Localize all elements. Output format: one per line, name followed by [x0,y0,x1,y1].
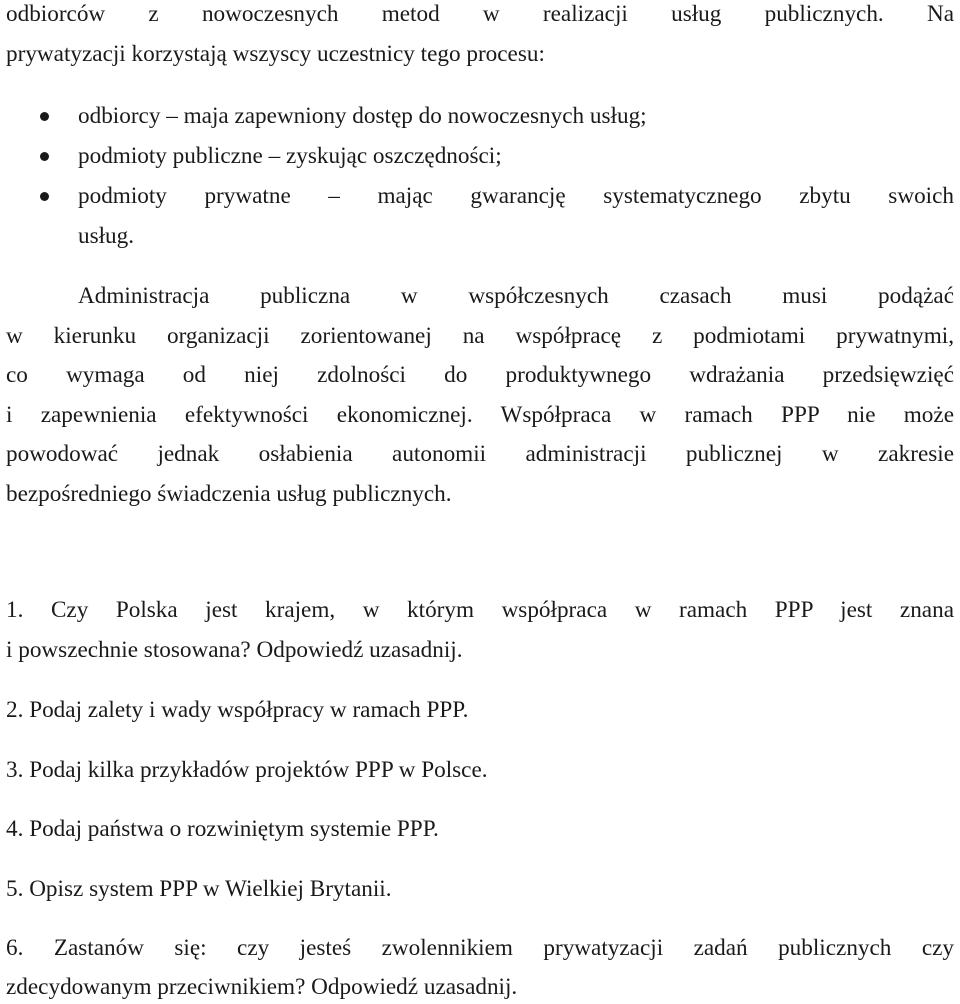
list-item: podmioty publiczne – zyskując oszczędności; [78,143,502,169]
question-6-continuation: zdecydowanym przeciwnikiem? Odpowiedź uzasadnij. [6,974,518,1000]
bullet-dot-icon [40,192,49,201]
paragraph-line: co wymaga od niej zdolności do produktywnego wdrażania przedsięwzięć [6,362,954,388]
list-item: odbiorcy – maja zapewniony dostęp do nowoczesnych usług; [78,103,647,129]
paragraph-line: powodować jednak osłabienia autonomii administracji publicznej w zakresie [6,441,954,467]
paragraph-line: w kierunku organizacji zorientowanej na współpracę z podmiotami prywatnymi, [6,323,954,349]
question-6: 6. Zastanów się: czy jesteś zwolennikiem prywatyzacji zadań publicznych czy [6,935,954,961]
list-item-continuation: usług. [78,223,135,249]
bullet-dot-icon [40,152,49,161]
bullet-dot-icon [40,112,49,121]
question-4: 4. Podaj państwa o rozwiniętym systemie PPP. [6,816,439,842]
question-1-continuation: i powszechnie stosowana? Odpowiedź uzasadnij. [6,637,463,663]
intro-line-2: prywatyzacji korzystają wszyscy uczestnicy tego procesu: [6,41,545,67]
question-5: 5. Opisz system PPP w Wielkiej Brytanii. [6,876,392,902]
question-1: 1. Czy Polska jest krajem, w którym współpraca w ramach PPP jest znana [6,597,954,623]
intro-line-1: odbiorców z nowoczesnych metod w realizacji usług publicznych. Na [6,1,954,27]
paragraph-line: i zapewnienia efektywności ekonomicznej. Współpraca w ramach PPP nie może [6,402,954,428]
paragraph-line: bezpośredniego świadczenia usług publicznych. [6,481,452,507]
question-3: 3. Podaj kilka przykładów projektów PPP w Polsce. [6,757,488,783]
question-2: 2. Podaj zalety i wady współpracy w ramach PPP. [6,697,469,723]
list-item: podmioty prywatne – mając gwarancję systematycznego zbytu swoich [78,183,954,209]
paragraph-line: Administracja publiczna w współczesnych czasach musi podążać [78,283,954,309]
